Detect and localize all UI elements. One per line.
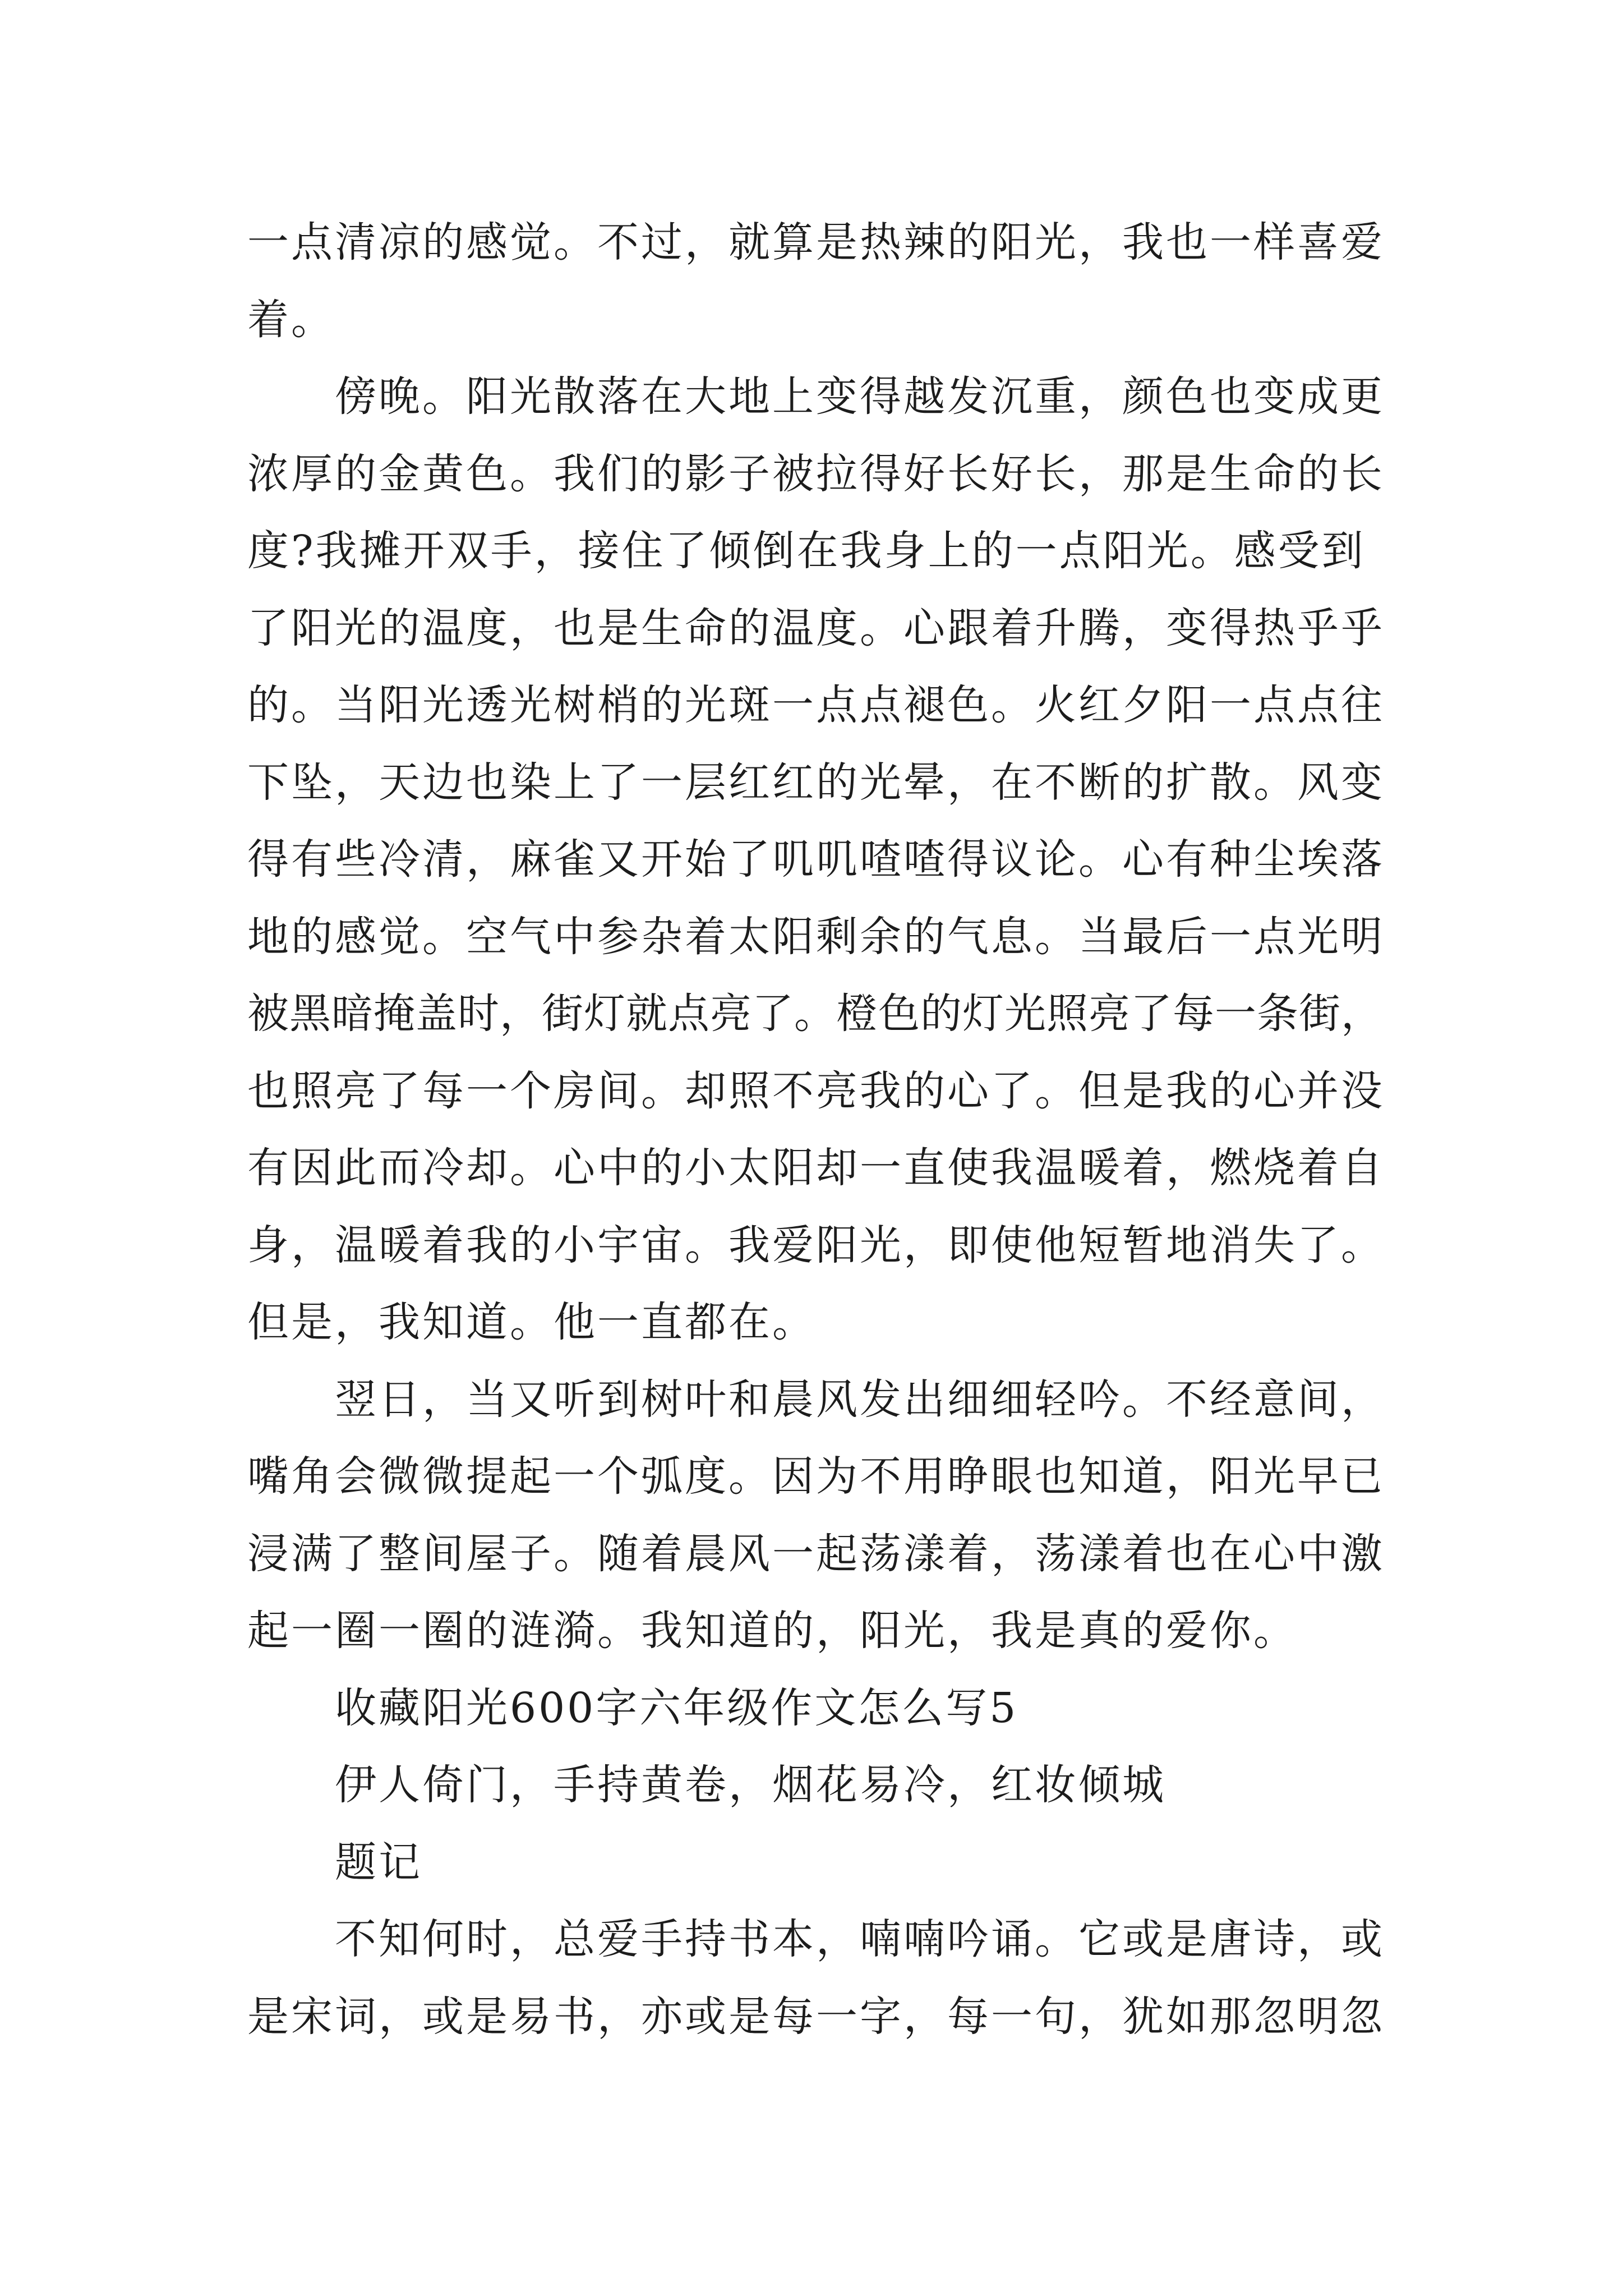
epigraph-attribution: 题记	[335, 1838, 422, 1887]
text-line: 度?我摊开双手，接住了倾倒在我身上的一点阳光。感受到	[247, 527, 1366, 575]
text-line: 但是，我知道。他一直都在。	[247, 1298, 816, 1346]
epigraph-line: 伊人倚门，手持黄卷，烟花易冷，红妆倾城	[335, 1761, 1166, 1809]
paragraph-start-line: 不知何时，总爱手持书本，喃喃吟诵。它或是唐诗，或	[335, 1915, 1385, 1963]
text-line: 被黑暗掩盖时，街灯就点亮了。橙色的灯光照亮了每一条街，	[247, 990, 1383, 1038]
paragraph-start-line: 翌日，当又听到树叶和晨风发出细细轻吟。不经意间，	[335, 1375, 1385, 1424]
text-line: 起一圈一圈的涟漪。我知道的，阳光，我是真的爱你。	[247, 1607, 1297, 1655]
text-line: 嘴角会微微提起一个弧度。因为不用睁眼也知道，阳光早已	[247, 1452, 1385, 1501]
body-text	[247, 204, 1481, 2055]
text-line: 的。当阳光透光树梢的光斑一点点褪色。火红夕阳一点点往	[247, 681, 1385, 729]
text-line: 浸满了整间屋子。随着晨风一起荡漾着，荡漾着也在心中激	[247, 1529, 1385, 1578]
text-line: 是宋词，或是易书，亦或是每一字，每一句，犹如那忽明忽	[247, 1992, 1385, 2041]
section-heading: 收藏阳光600字六年级作文怎么写5	[335, 1683, 1018, 1732]
text-line: 着。	[247, 295, 335, 344]
paragraph-start-line: 傍晚。阳光散落在大地上变得越发沉重，颜色也变成更	[335, 372, 1385, 421]
text-line: 下坠，天边也染上了一层红红的光晕，在不断的扩散。风变	[247, 758, 1385, 807]
text-line: 得有些冷清，麻雀又开始了叽叽喳喳得议论。心有种尘埃落	[247, 835, 1385, 884]
text-line: 身，温暖着我的小宇宙。我爱阳光，即使他短暂地消失了。	[247, 1221, 1385, 1269]
text-line: 了阳光的温度，也是生命的温度。心跟着升腾，变得热乎乎	[247, 604, 1385, 652]
text-line: 一点清凉的感觉。不过，就算是热辣的阳光，我也一样喜爱	[247, 218, 1385, 266]
text-line: 也照亮了每一个房间。却照不亮我的心了。但是我的心并没	[247, 1066, 1385, 1115]
text-line: 有因此而冷却。心中的小太阳却一直使我温暖着，燃烧着自	[247, 1144, 1385, 1192]
text-line: 浓厚的金黄色。我们的影子被拉得好长好长，那是生命的长	[247, 449, 1385, 498]
text-line: 地的感觉。空气中参杂着太阳剩余的气息。当最后一点光明	[247, 912, 1385, 961]
